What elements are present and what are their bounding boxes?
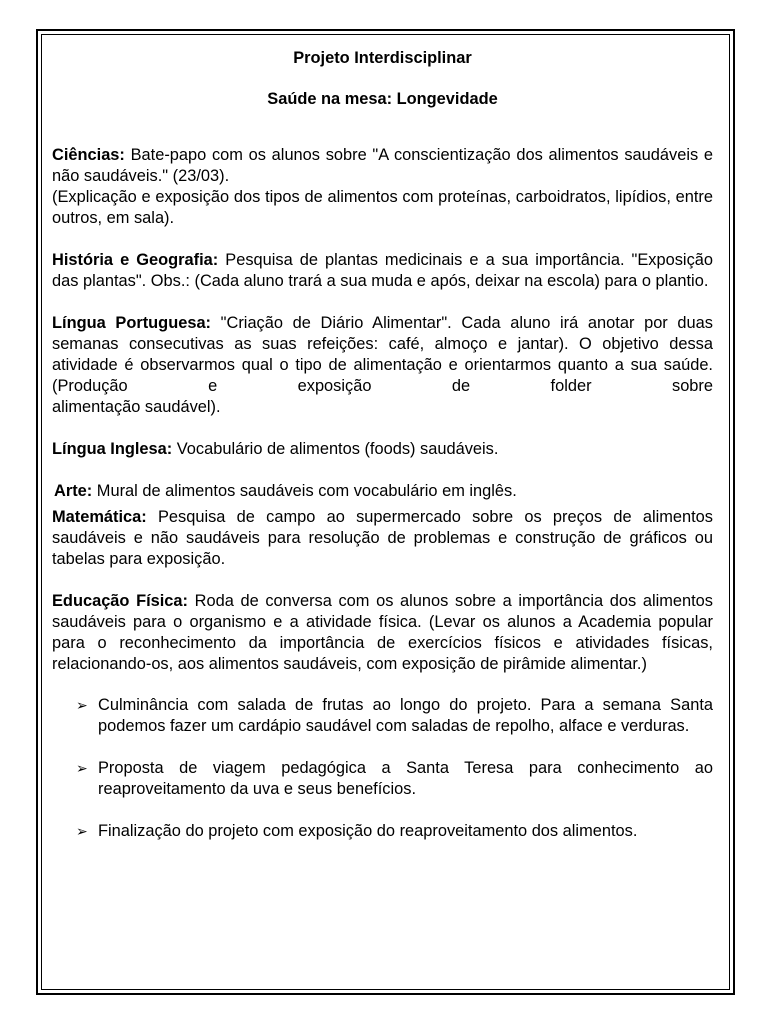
section-heading: Ciências: bbox=[52, 146, 125, 164]
arrowhead-bullet-icon: ➢ bbox=[76, 760, 88, 776]
section-heading: Arte: bbox=[54, 482, 93, 500]
list-item bbox=[52, 821, 713, 842]
document-title: Projeto Interdisciplinar bbox=[293, 49, 472, 67]
section-heading: Matemática: bbox=[52, 508, 147, 526]
section-text-3: alimentação saudável). bbox=[52, 398, 221, 416]
section-text: Pesquisa de plantas medicinais e a sua importância. "Exposição das plantas". Obs.: (Cada aluno trará a sua muda e após, deixar na escola) para o plantio. bbox=[52, 251, 713, 290]
section-text-2: (Explicação e exposição dos tipos de alimentos com proteínas, carboidratos, lipídios, entre outros, em sala). bbox=[52, 188, 713, 227]
document-subtitle: Saúde na mesa: Longevidade bbox=[267, 90, 498, 108]
section-lingua-portuguesa bbox=[52, 313, 713, 418]
section-matematica bbox=[52, 507, 713, 570]
section-text: "Criação de Diário Alimentar". Cada aluno irá anotar por duas semanas consecutivas as suas refeições: café, almoço e jantar). O objetivo dessa atividade é observarmos qual o tipo de alimentação e orientarmos quanto a sua saúde. bbox=[52, 314, 713, 374]
section-heading: Educação Física: bbox=[52, 592, 188, 610]
bullet-list bbox=[52, 695, 713, 842]
section-heading: Língua Portuguesa: bbox=[52, 314, 212, 332]
arrowhead-bullet-icon: ➢ bbox=[76, 823, 88, 839]
document-body bbox=[52, 43, 713, 842]
section-text: Mural de alimentos saudáveis com vocabulário em inglês. bbox=[92, 482, 517, 500]
list-item-text: Finalização do projeto com exposição do reaproveitamento dos alimentos. bbox=[98, 822, 638, 840]
section-text: Vocabulário de alimentos (foods) saudáveis. bbox=[172, 440, 499, 458]
section-ciencias bbox=[52, 145, 713, 229]
section-text: Bate-papo com os alunos sobre "A conscientização dos alimentos saudáveis e não saudáveis." (23/03). bbox=[52, 146, 713, 185]
section-historia-geografia bbox=[52, 250, 713, 292]
list-item-text: Culminância com salada de frutas ao longo do projeto. Para a semana Santa podemos fazer um cardápio saudável com saladas de repolho, alface e verduras. bbox=[98, 696, 713, 735]
section-heading: Língua Inglesa: bbox=[52, 440, 173, 458]
list-item-text: Proposta de viagem pedagógica a Santa Teresa para conhecimento ao reaproveitamento da uva e seus benefícios. bbox=[98, 759, 713, 798]
section-text: Roda de conversa com os alunos sobre a importância dos alimentos saudáveis para o organismo e a atividade física. (Levar os alunos a Academia popular para o reconhecimento da importância de exercícios físicos e atividades físicas, relacionando-os, aos alimentos saudáveis, com exposição de pirâmide alimentar.) bbox=[52, 592, 713, 673]
section-educacao-fisica bbox=[52, 591, 713, 675]
section-text: Pesquisa de campo ao supermercado sobre os preços de alimentos saudáveis e não saudáveis para resolução de problemas e construção de gráficos ou tabelas para exposição. bbox=[52, 508, 713, 568]
section-lingua-inglesa bbox=[52, 439, 713, 460]
list-item bbox=[52, 695, 713, 737]
section-heading: História e Geografia: bbox=[52, 251, 219, 269]
section-text-2: (Produção e exposição de folder sobre bbox=[52, 377, 713, 395]
section-arte bbox=[52, 481, 713, 502]
list-item bbox=[52, 758, 713, 800]
arrowhead-bullet-icon: ➢ bbox=[76, 697, 88, 713]
